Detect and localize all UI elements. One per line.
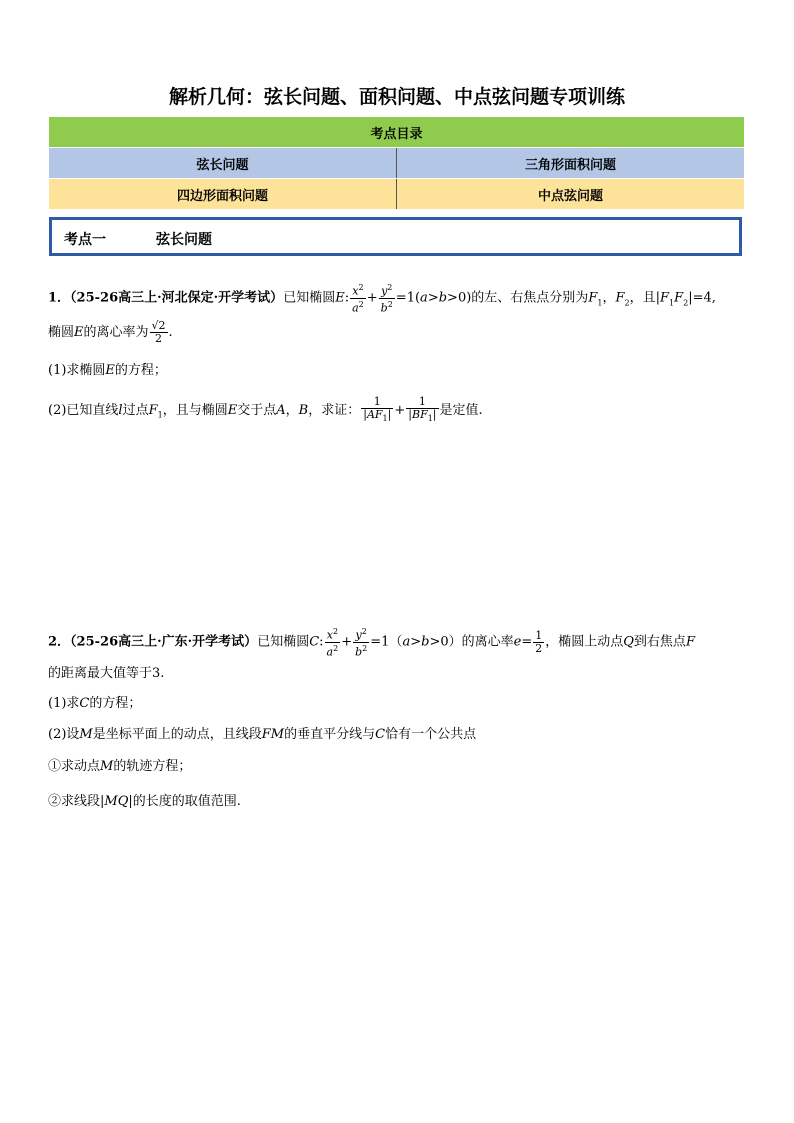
toc-header: 考点目录: [49, 117, 745, 148]
toc-item[interactable]: 三角形面积问题: [397, 148, 745, 179]
q2-part1: (1)求C的方程；: [48, 696, 142, 711]
q1-line1: 1．（25-26高三上·河北保定·开学考试）已知椭圆E: $\frac{x^2}{a^2}$ + $\frac{y^2}{b^2}$ =1(a>b>0)的左、右焦点分别为$F_1$，$F_2$，且$|F_1F_2|=4$,: [48, 283, 716, 315]
q1-line2: 椭圆E的离心率为 $\frac{√2}{2}$ .: [48, 319, 173, 345]
section-name: 弦长问题: [156, 232, 212, 248]
section-header: [49, 217, 742, 256]
toc-item[interactable]: 弦长问题: [49, 148, 397, 179]
toc-table: [48, 116, 745, 210]
q2-part2: (2)设M是坐标平面上的动点，且线段FM的垂直平分线与C恰有一个公共点: [48, 727, 477, 742]
q2-line1: 2．（25-26高三上·广东·开学考试）已知椭圆C: $\frac{x^2}{a^2}$ + $\frac{y^2}{b^2}$ =1（a>b>0）的离心率e= $\frac{1}{2}$ ，椭圆上动点Q到右焦点F: [48, 627, 695, 659]
q1-part2: (2)已知直线l过点$F_1$，且与椭圆E交于点A，B，求证： $\frac{1}{|AF_1|}$ + $\frac{1}{|BF_1|}$ 是定值.: [48, 395, 483, 424]
toc-item[interactable]: 四边形面积问题: [49, 179, 397, 210]
q2-line2: 的距离最大值等于3.: [48, 666, 165, 681]
q1-part1: (1)求椭圆E的方程；: [48, 363, 167, 378]
toc-item[interactable]: 中点弦问题: [397, 179, 745, 210]
q2-sub1: ①求动点M的轨迹方程；: [48, 759, 192, 774]
page-title: 解析几何：弦长问题、面积问题、中点弦问题专项训练: [168, 86, 625, 108]
q2-sub2: ②求线段|MQ|的长度的取值范围.: [48, 794, 241, 809]
section-number: 考点一: [64, 232, 106, 248]
